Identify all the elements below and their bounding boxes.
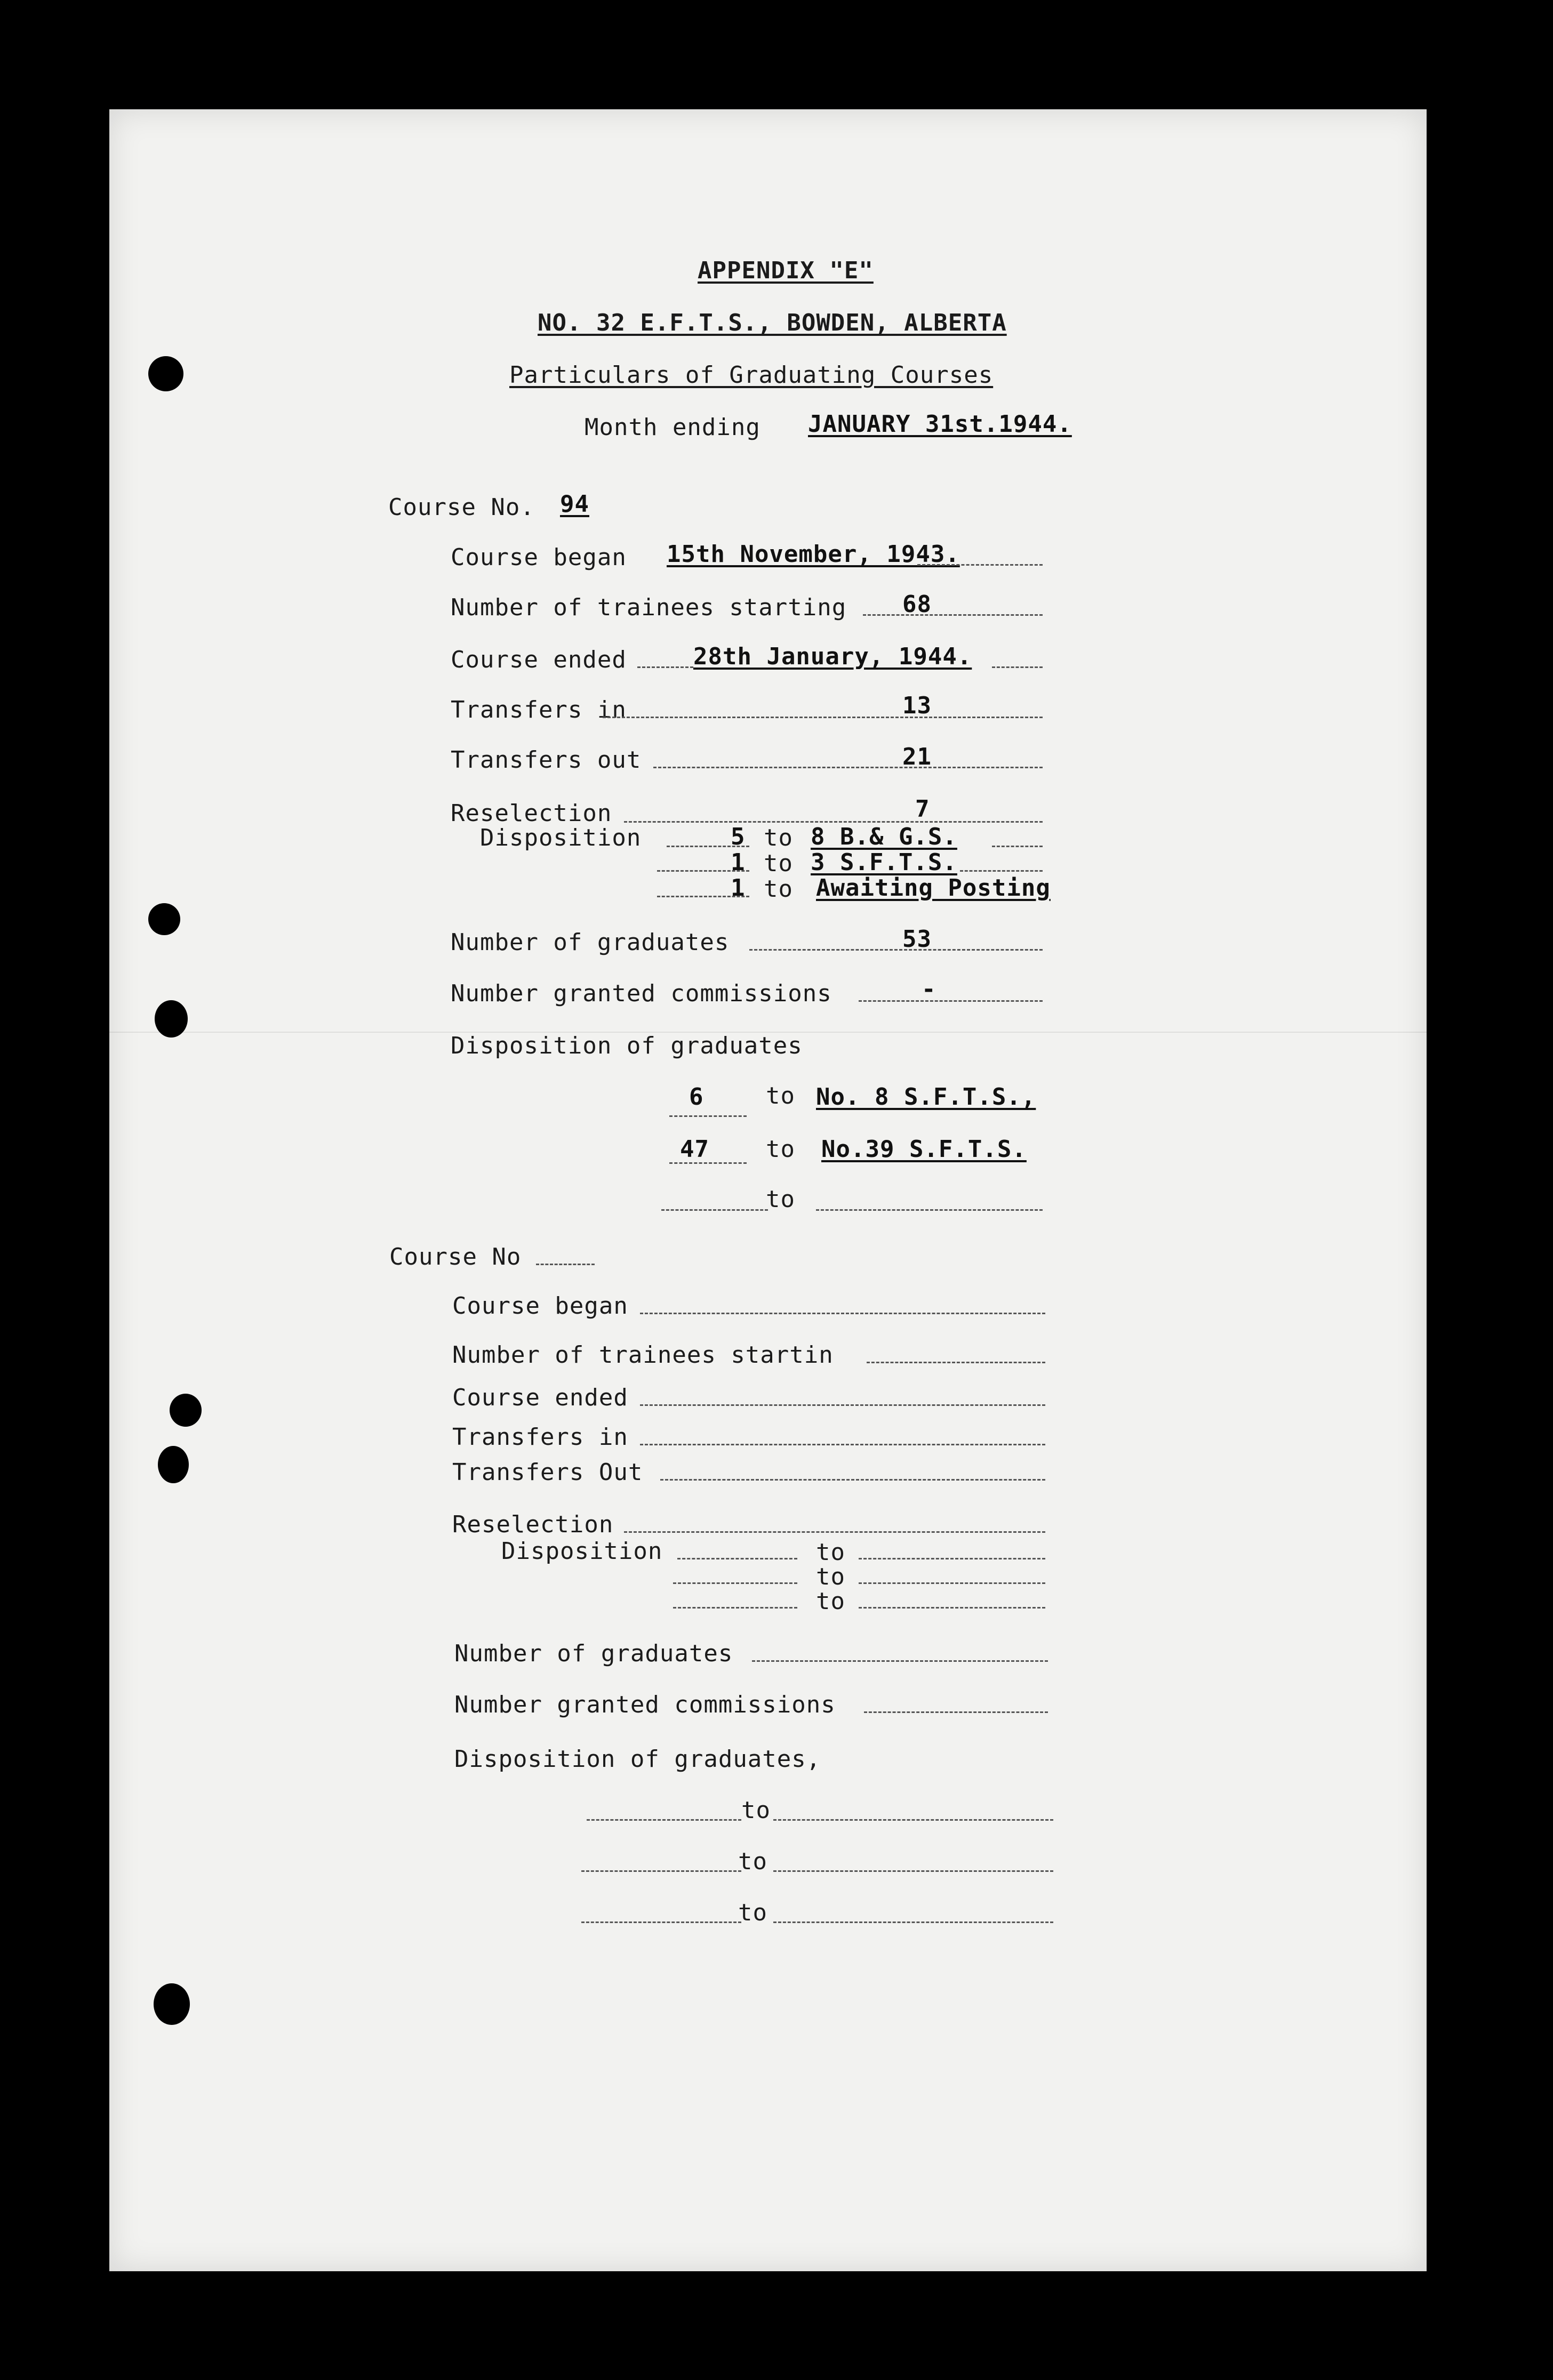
course2-ended-label: Course ended: [452, 1384, 628, 1411]
course2-transfers-out-label: Transfers Out: [452, 1459, 643, 1486]
course2-began-label: Course began: [452, 1292, 628, 1320]
fill-line: [992, 846, 1043, 847]
grad-disposition-dest: No.39 S.F.T.S.: [821, 1136, 1027, 1163]
grad-disposition-count: 47: [680, 1136, 709, 1163]
transfers-out-value: 21: [902, 743, 932, 770]
fill-line: [661, 1209, 768, 1211]
course-ended-value: 28th January, 1944.: [693, 643, 972, 670]
course2-reselection-label: Reselection: [452, 1511, 614, 1538]
fill-line: [640, 1404, 1045, 1406]
course2-grad-to: to: [738, 1848, 767, 1875]
fill-line: [917, 564, 1043, 566]
grad-disposition-to: to: [766, 1186, 795, 1213]
disposition-to: to: [764, 850, 793, 877]
trainees-starting-value: 68: [902, 591, 932, 618]
fill-line: [653, 767, 1043, 768]
fill-line: [640, 1444, 1045, 1445]
fill-line: [859, 1582, 1045, 1584]
trainees-starting-label: Number of trainees starting: [451, 594, 847, 621]
fill-line: [867, 1362, 1045, 1363]
fill-line: [624, 1531, 1045, 1533]
fill-line: [859, 1607, 1045, 1609]
punch-hole: [148, 903, 180, 935]
course2-grad-to: to: [741, 1797, 771, 1824]
course2-disposition-to: to: [816, 1563, 845, 1590]
fill-line: [673, 1607, 797, 1609]
fill-line: [581, 1921, 741, 1923]
fill-line: [863, 614, 1043, 616]
course-began-label: Course began: [451, 544, 627, 571]
fill-line: [673, 1582, 797, 1584]
fill-line: [581, 1870, 741, 1872]
fill-line: [637, 666, 693, 668]
course2-disposition-label: Disposition: [501, 1538, 663, 1565]
fill-line: [859, 1000, 1043, 1002]
course2-no-label: Course No: [389, 1243, 522, 1271]
fill-line: [749, 949, 1043, 951]
course-ended-label: Course ended: [451, 646, 627, 673]
disposition-dest: Awaiting Posting: [816, 874, 1051, 902]
course2-starting-label: Number of trainees startin: [452, 1341, 834, 1369]
fill-line: [587, 1819, 741, 1821]
month-label: Month ending: [585, 414, 761, 441]
course2-grad-disposition-label: Disposition of graduates,: [454, 1746, 821, 1773]
fill-line: [624, 821, 1043, 823]
course2-grad-to: to: [738, 1899, 767, 1926]
subtitle: Particulars of Graduating Courses: [509, 361, 994, 389]
fill-line: [536, 1264, 595, 1265]
fill-line: [773, 1870, 1053, 1872]
fill-line: [864, 1711, 1048, 1713]
punch-hole: [155, 1000, 188, 1038]
disposition-label: Disposition: [480, 824, 642, 851]
fill-line: [603, 717, 1043, 718]
fill-line: [773, 1921, 1053, 1923]
punch-hole: [148, 356, 183, 391]
disposition-dest: 8 B.& G.S.: [811, 823, 957, 850]
fill-line: [640, 1313, 1045, 1314]
fill-line: [677, 1558, 797, 1559]
commissions-label: Number granted commissions: [451, 980, 832, 1007]
fill-line: [660, 1479, 1045, 1481]
grad-disposition-to: to: [766, 1082, 795, 1109]
reselection-value: 7: [915, 795, 930, 823]
disposition-count: 5: [731, 823, 746, 850]
fill-line: [752, 1660, 1048, 1662]
grad-disposition-to: to: [766, 1136, 795, 1163]
fill-line: [816, 1209, 1043, 1211]
unit-heading: NO. 32 E.F.T.S., BOWDEN, ALBERTA: [538, 309, 1007, 336]
transfers-in-value: 13: [902, 692, 932, 719]
graduates-label: Number of graduates: [451, 929, 730, 956]
transfers-out-label: Transfers out: [451, 746, 642, 774]
course2-graduates-label: Number of graduates: [454, 1640, 733, 1667]
transfers-in-label: Transfers in: [451, 696, 627, 723]
punch-hole: [158, 1446, 189, 1483]
fill-line: [669, 1115, 747, 1117]
punch-hole: [154, 1983, 190, 2025]
course2-commissions-label: Number granted commissions: [454, 1691, 836, 1718]
reselection-label: Reselection: [451, 800, 612, 827]
grad-disposition-dest: No. 8 S.F.T.S.,: [816, 1083, 1036, 1111]
course-no-label: Course No.: [388, 494, 535, 521]
punch-hole: [170, 1394, 202, 1427]
appendix-heading: APPENDIX "E": [698, 257, 874, 284]
course-no-value: 94: [560, 491, 589, 518]
disposition-to: to: [764, 875, 793, 903]
fill-line: [960, 870, 1043, 872]
fill-line: [773, 1819, 1053, 1821]
grad-disposition-count: 6: [689, 1083, 704, 1111]
graduates-value: 53: [902, 926, 932, 953]
course2-disposition-to: to: [816, 1588, 845, 1615]
disposition-dest: 3 S.F.T.S.: [811, 849, 957, 876]
disposition-count: 1: [731, 874, 746, 902]
course2-transfers-in-label: Transfers in: [452, 1424, 628, 1451]
commissions-value: -: [922, 976, 936, 1003]
fill-line: [859, 1558, 1045, 1559]
grad-disposition-label: Disposition of graduates: [451, 1032, 803, 1059]
course-began-value: 15th November, 1943.: [667, 541, 960, 568]
disposition-to: to: [764, 824, 793, 851]
fill-line: [992, 666, 1043, 668]
disposition-count: 1: [731, 849, 746, 876]
month-value: JANUARY 31st.1944.: [808, 411, 1072, 438]
course2-disposition-to: to: [816, 1539, 845, 1566]
